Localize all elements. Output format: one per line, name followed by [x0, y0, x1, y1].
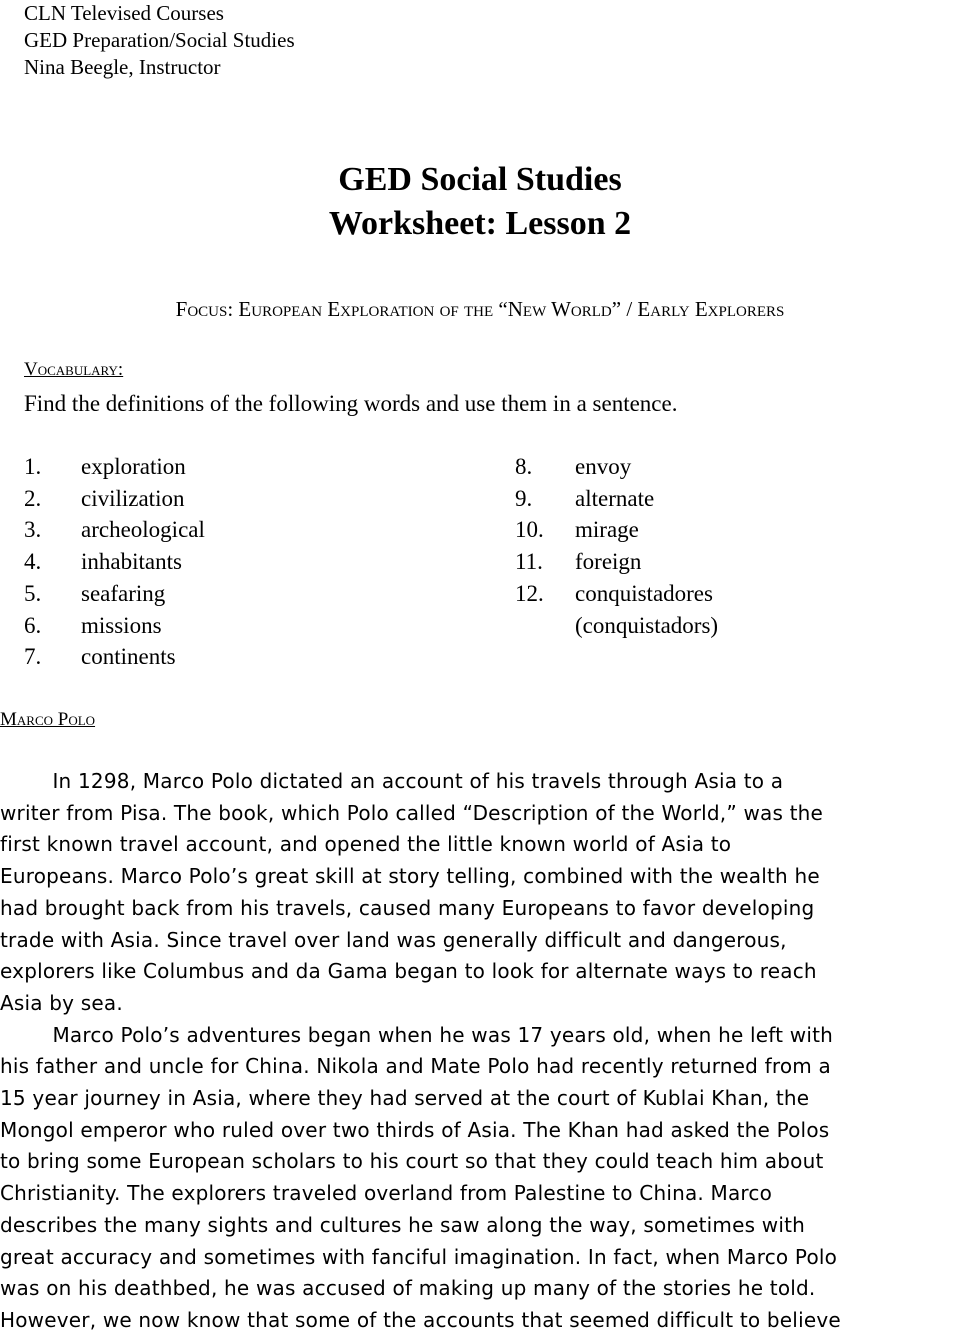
vocabulary-item: [24, 610, 205, 642]
course-name: CLN Televised Courses: [24, 1, 224, 25]
passage-line: great accuracy and sometimes with fanciful imagination. In fact, when Marco Polo: [0, 1244, 838, 1269]
marco-polo-heading: Marco Polo: [0, 709, 96, 730]
page-subtitle: Worksheet: Lesson 2: [328, 205, 632, 242]
focus-line: Focus: European Exploration of the “New World” / Early Explorers: [175, 297, 785, 321]
vocabulary-number: 1.: [24, 454, 42, 479]
page-title: GED Social Studies: [338, 161, 622, 198]
vocabulary-heading: Vocabulary:: [24, 359, 124, 380]
vocabulary-number: 6.: [24, 612, 42, 638]
vocabulary-item: [515, 451, 718, 483]
vocabulary-item: [24, 641, 205, 673]
marco-polo-passage: [0, 766, 958, 1337]
vocabulary-number: 4.: [24, 549, 42, 575]
vocabulary-item: [24, 514, 205, 546]
vocabulary-word: exploration: [81, 454, 186, 479]
vocabulary-number: 7.: [24, 644, 42, 670]
passage-line: trade with Asia. Since travel over land was generally difficult and dangerous,: [0, 927, 787, 952]
vocabulary-list-left: [24, 451, 205, 673]
vocabulary-number: 10.: [515, 517, 544, 543]
passage-line: However, we now know that some of the accounts that seemed difficult to believe: [0, 1307, 841, 1332]
passage-line: his father and uncle for China. Nikola and Mate Polo had recently returned from a: [0, 1054, 831, 1079]
vocabulary-word: civilization: [81, 485, 185, 511]
vocabulary-item: [515, 578, 718, 610]
vocabulary-item: [515, 610, 718, 642]
passage-line: 15 year journey in Asia, where they had served at the court of Kublai Khan, the: [0, 1086, 810, 1111]
instructor-name: Nina Beegle, Instructor: [24, 55, 221, 79]
vocabulary-word: envoy: [575, 454, 632, 479]
vocabulary-item: [515, 483, 718, 515]
vocabulary-number: 9.: [515, 485, 533, 511]
vocabulary-number: 5.: [24, 580, 42, 606]
vocabulary-word: foreign: [575, 549, 642, 575]
vocabulary-word: (conquistadors): [575, 612, 719, 638]
passage-line: Mongol emperor who ruled over two thirds of Asia. The Khan had asked the Polos: [0, 1117, 830, 1142]
passage-line: explorers like Columbus and da Gama began to look for alternate ways to reach: [0, 959, 817, 984]
vocabulary-number: 11.: [515, 549, 543, 575]
passage-line: Christianity. The explorers traveled overland from Palestine to China. Marco: [0, 1181, 773, 1206]
passage-line: describes the many sights and cultures he saw along the way, sometimes with: [0, 1212, 806, 1237]
passage-line: had brought back from his travels, caused many Europeans to favor developing: [0, 895, 815, 920]
vocabulary-item: [515, 546, 718, 578]
vocabulary-word: alternate: [575, 485, 655, 511]
vocabulary-instructions: Find the definitions of the following words and use them in a sentence.: [24, 391, 678, 416]
passage-line: In 1298, Marco Polo dictated an account of his travels through Asia to a: [0, 769, 784, 793]
passage-line: Europeans. Marco Polo’s great skill at story telling, combined with the wealth he: [0, 864, 820, 889]
vocabulary-word: mirage: [575, 517, 639, 543]
vocabulary-number: 3.: [24, 517, 42, 543]
vocabulary-word: seafaring: [81, 580, 166, 606]
vocabulary-word: continents: [81, 644, 176, 670]
vocabulary-item: [24, 578, 205, 610]
vocabulary-item: [24, 483, 205, 515]
vocabulary-item: [24, 451, 205, 483]
vocabulary-word: inhabitants: [81, 549, 182, 575]
passage-line: Marco Polo’s adventures began when he was 17 years old, when he left with: [0, 1022, 833, 1047]
passage-line: to bring some European scholars to his court so that they could teach him about: [0, 1149, 824, 1174]
passage-line: writer from Pisa. The book, which Polo called “Description of the World,” was the: [0, 800, 824, 825]
vocabulary-number: 2.: [24, 485, 42, 511]
vocabulary-list-right: [515, 451, 718, 641]
passage-line: first known travel account, and opened the little known world of Asia to: [0, 832, 732, 857]
vocabulary-word: missions: [81, 612, 162, 638]
passage-line: Asia by sea.: [0, 990, 123, 1015]
vocabulary-number: [515, 610, 575, 642]
vocabulary-number: 12.: [515, 580, 544, 606]
vocabulary-number: 8.: [515, 454, 533, 479]
passage-line: was on his deathbed, he was accused of making up many of the stories he told.: [0, 1276, 816, 1301]
vocabulary-word: conquistadores: [575, 580, 713, 606]
course-subject: GED Preparation/Social Studies: [24, 28, 295, 52]
vocabulary-word: archeological: [81, 517, 205, 543]
vocabulary-item: [515, 514, 718, 546]
course-header: [24, 0, 295, 81]
vocabulary-item: [24, 546, 205, 578]
